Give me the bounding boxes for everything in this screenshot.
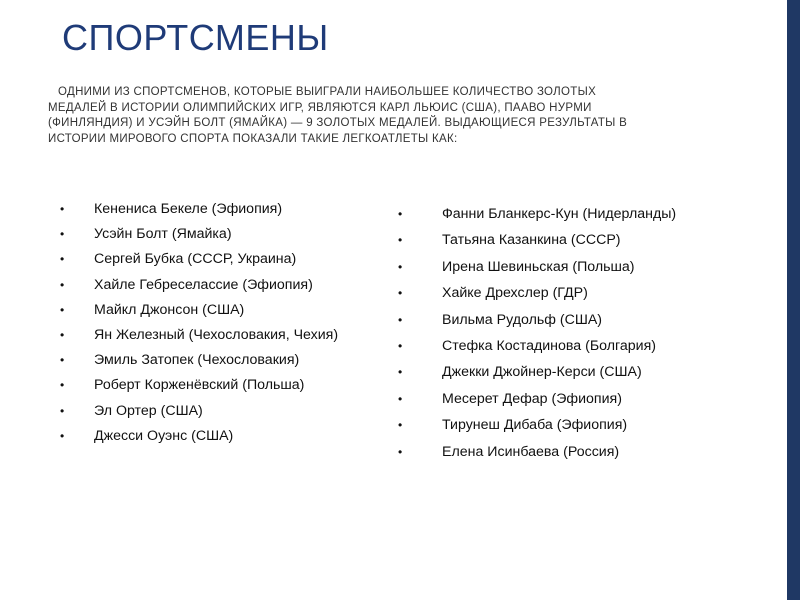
bullet-icon: • — [60, 378, 65, 393]
athlete-name: Кенениса Бекеле (Эфиопия) — [94, 201, 283, 217]
list-item — [60, 377, 360, 394]
list-item — [398, 259, 728, 276]
bullet-icon: • — [398, 391, 403, 406]
athlete-name: Стефка Костадинова (Болгария) — [442, 337, 656, 354]
list-item — [60, 302, 360, 319]
athlete-name: Сергей Бубка (СССР, Украина) — [94, 251, 297, 268]
bullet-icon: • — [398, 259, 403, 274]
list-item — [60, 226, 360, 243]
athlete-name: Усэйн Болт (Ямайка) — [94, 226, 232, 243]
bullet-icon: • — [398, 418, 403, 433]
bullet-icon: • — [60, 252, 65, 267]
bullet-icon: • — [398, 233, 403, 248]
bullet-icon: • — [60, 403, 65, 418]
bullet-icon: • — [60, 353, 65, 368]
bullet-icon: • — [60, 277, 65, 292]
bullet-icon: • — [398, 312, 403, 327]
bullet-icon: • — [398, 286, 403, 301]
athlete-name: Джекки Джойнер-Керси (США) — [442, 364, 642, 381]
athletes-list-left — [60, 201, 360, 453]
bullet-icon: • — [398, 338, 403, 353]
athlete-name: Тирунеш Дибаба (Эфиопия) — [442, 417, 628, 434]
bullet-icon: • — [60, 302, 65, 317]
list-item — [398, 364, 728, 381]
list-item — [398, 338, 728, 355]
athlete-name: Месерет Дефар (Эфиопия) — [442, 390, 622, 407]
athlete-name: Роберт Корженёвский (Польша) — [94, 377, 305, 394]
bullet-icon: • — [60, 227, 65, 242]
list-item — [60, 251, 360, 268]
list-item — [60, 352, 360, 369]
athlete-name: Елена Исинбаева (Россия) — [442, 443, 620, 460]
athlete-name: Татьяна Казанкина (СССР) — [442, 232, 621, 249]
bullet-icon: • — [398, 365, 403, 380]
list-item — [398, 391, 728, 408]
bullet-icon: • — [398, 444, 403, 459]
intro-text: ОДНИМИ ИЗ СПОРТСМЕНОВ, КОТОРЫЕ ВЫИГРАЛИ НАИБОЛЬШЕЕ КОЛИЧЕСТВО ЗОЛОТЫХ МЕДАЛЕЙ В ИСТОРИИ ОЛИМПИЙСКИХ ИГР, ЯВЛЯЮТСЯ КАРЛ ЛЬЮИС (США), ПААВО НУРМИ (ФИНЛЯНДИЯ) И УСЭЙН БОЛТ (ЯМАЙКА) — 9 ЗОЛОТЫХ МЕДАЛЕЙ. ВЫДАЮЩИЕСЯ РЕЗУЛЬТАТЫ В ИСТОРИИ МИРОВОГО СПОРТА ПОКАЗАЛИ ТАКИЕ ЛЕГКОАТЛЕТЫ КАК: — [48, 86, 628, 145]
list-item — [398, 444, 728, 461]
list-item — [60, 403, 360, 420]
bullet-icon: • — [60, 327, 65, 342]
athlete-name: Эл Ортер (США) — [94, 402, 203, 419]
intro-paragraph — [48, 85, 658, 147]
athlete-name: Ирена Шевиньская (Польша) — [442, 258, 635, 275]
athlete-name: Хайке Дрехслер (ГДР) — [442, 285, 588, 302]
athlete-name: Ян Железный (Чехословакия, Чехия) — [94, 326, 339, 343]
bullet-icon: • — [60, 202, 65, 216]
list-item — [398, 206, 728, 223]
accent-bar — [787, 0, 800, 600]
athletes-list-right — [398, 206, 728, 470]
athlete-name: Майкл Джонсон (США) — [94, 301, 245, 318]
bullet-icon: • — [60, 428, 65, 443]
list-item — [60, 327, 360, 344]
list-item — [398, 312, 728, 329]
list-item — [60, 428, 360, 445]
list-item — [398, 285, 728, 302]
bullet-icon: • — [398, 207, 403, 221]
athlete-name: Джесси Оуэнс (США) — [94, 427, 234, 444]
athlete-name: Хайле Гебреселассие (Эфиопия) — [94, 276, 313, 293]
athlete-name: Эмиль Затопек (Чехословакия) — [94, 352, 300, 369]
athlete-name: Вильма Рудольф (США) — [442, 311, 603, 328]
list-item — [60, 201, 360, 218]
list-item — [60, 277, 360, 294]
athlete-name: Фанни Бланкерс-Кун (Нидерланды) — [442, 206, 677, 222]
slide-title: СПОРТСМЕНЫ — [62, 17, 329, 58]
list-item — [398, 417, 728, 434]
list-item — [398, 232, 728, 249]
